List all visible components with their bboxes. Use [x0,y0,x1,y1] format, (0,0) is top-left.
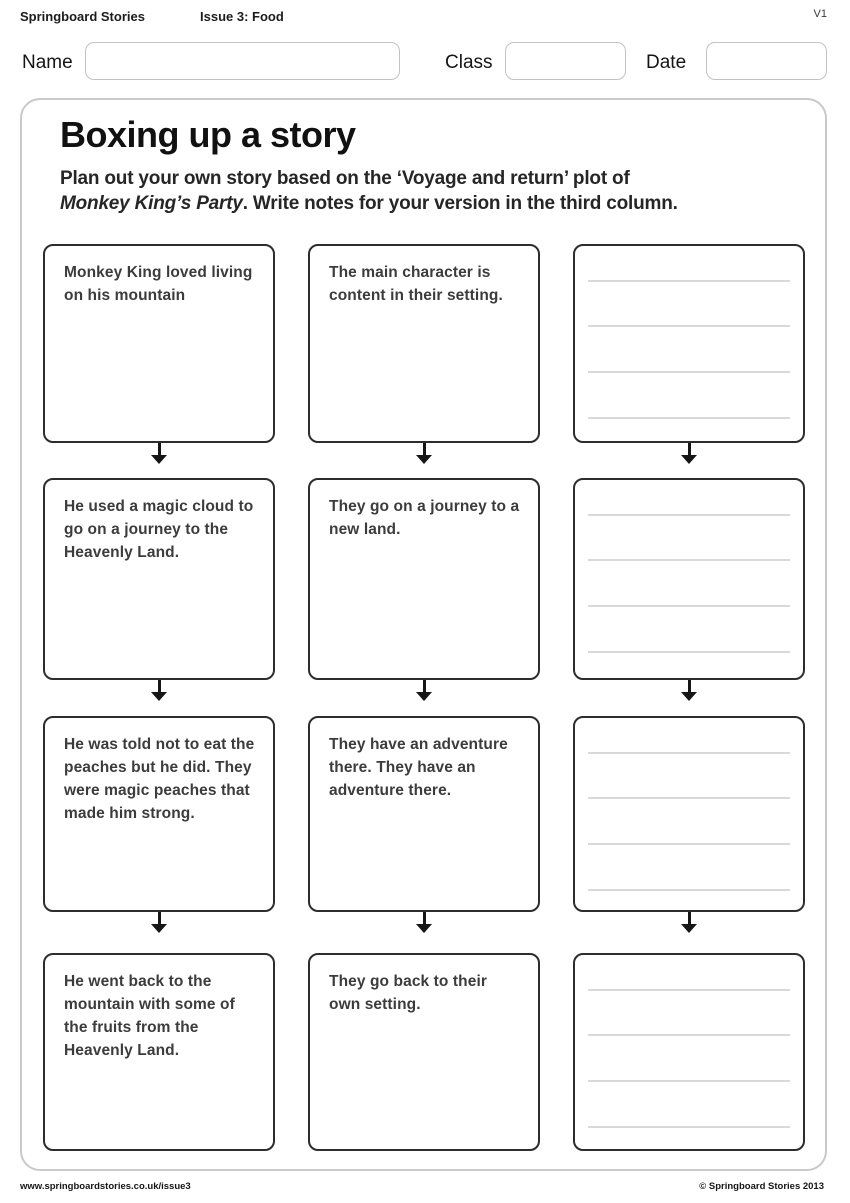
writing-line [588,651,790,653]
date-input[interactable] [706,42,827,80]
version-text: V1 [813,8,827,20]
class-label: Class [445,52,493,73]
writing-line [588,280,790,282]
writing-line [588,843,790,845]
arrow-head [151,455,167,464]
date-label: Date [646,52,687,73]
writing-line [588,371,790,373]
notes-box-row3[interactable] [573,716,805,912]
instructions [60,166,678,216]
arrow-head [681,455,697,464]
arrow-stem [423,680,426,692]
arrow-stem [688,443,691,455]
down-arrow-icon [416,912,432,933]
arrow-head [681,924,697,933]
writing-line [588,325,790,327]
arrow-cell [573,443,805,478]
down-arrow-icon [681,680,697,701]
writing-line [588,989,790,991]
worksheet-sheet [20,98,827,1171]
arrow-head [416,924,432,933]
name-label: Name [22,52,73,73]
story-box-row3: He was told not to eat the peaches but he did. They were magic peaches that made him strong. [43,716,275,912]
footer-url: www.springboardstories.co.uk/issue3 [20,1181,191,1192]
arrow-cell [43,680,275,716]
writing-line [588,559,790,561]
arrow-head [681,692,697,701]
plot-box-row3: They have an adventure there. They have an adventure there. [308,716,540,912]
arrow-head [416,455,432,464]
arrow-head [416,692,432,701]
down-arrow-icon [416,443,432,464]
notes-box-row4[interactable] [573,953,805,1151]
class-input[interactable] [505,42,626,80]
story-grid [43,244,805,1151]
arrow-cell [308,912,540,953]
down-arrow-icon [151,443,167,464]
notes-box-row1[interactable] [573,244,805,443]
issue-text: Issue 3: Food [200,9,284,24]
writing-line [588,1080,790,1082]
writing-line [588,605,790,607]
page-title: Boxing up a story [60,114,356,155]
story-box-row1: Monkey King loved living on his mountain [43,244,275,443]
arrow-stem [688,680,691,692]
arrow-stem [158,912,161,924]
arrow-cell [308,680,540,716]
writing-line [588,514,790,516]
story-box-row2: He used a magic cloud to go on a journey to the Heavenly Land. [43,478,275,680]
down-arrow-icon [681,912,697,933]
arrow-cell [43,443,275,478]
down-arrow-icon [151,912,167,933]
down-arrow-icon [681,443,697,464]
arrow-stem [423,443,426,455]
plot-box-row1: The main character is content in their setting. [308,244,540,443]
arrow-stem [158,680,161,692]
arrow-head [151,924,167,933]
plot-box-row2: They go on a journey to a new land. [308,478,540,680]
arrow-cell [573,912,805,953]
writing-line [588,1126,790,1128]
instructions-book-title: Monkey King’s Party [60,193,243,214]
writing-line [588,417,790,419]
notes-box-row2[interactable] [573,478,805,680]
arrow-cell [43,912,275,953]
writing-line [588,752,790,754]
story-box-row4: He went back to the mountain with some of the fruits from the Heavenly Land. [43,953,275,1151]
arrow-head [151,692,167,701]
instructions-line1: Plan out your own story based on the ‘Voyage and return’ plot of [60,168,630,189]
name-input[interactable] [85,42,400,80]
arrow-cell [308,443,540,478]
arrow-stem [423,912,426,924]
plot-box-row4: They go back to their own setting. [308,953,540,1151]
footer-copyright: © Springboard Stories 2013 [699,1181,824,1192]
down-arrow-icon [416,680,432,701]
arrow-cell [573,680,805,716]
down-arrow-icon [151,680,167,701]
instructions-rest: . Write notes for your version in the third column. [242,193,678,214]
arrow-stem [158,443,161,455]
brand-text: Springboard Stories [20,9,145,24]
writing-line [588,1034,790,1036]
arrow-stem [688,912,691,924]
writing-line [588,889,790,891]
writing-line [588,797,790,799]
